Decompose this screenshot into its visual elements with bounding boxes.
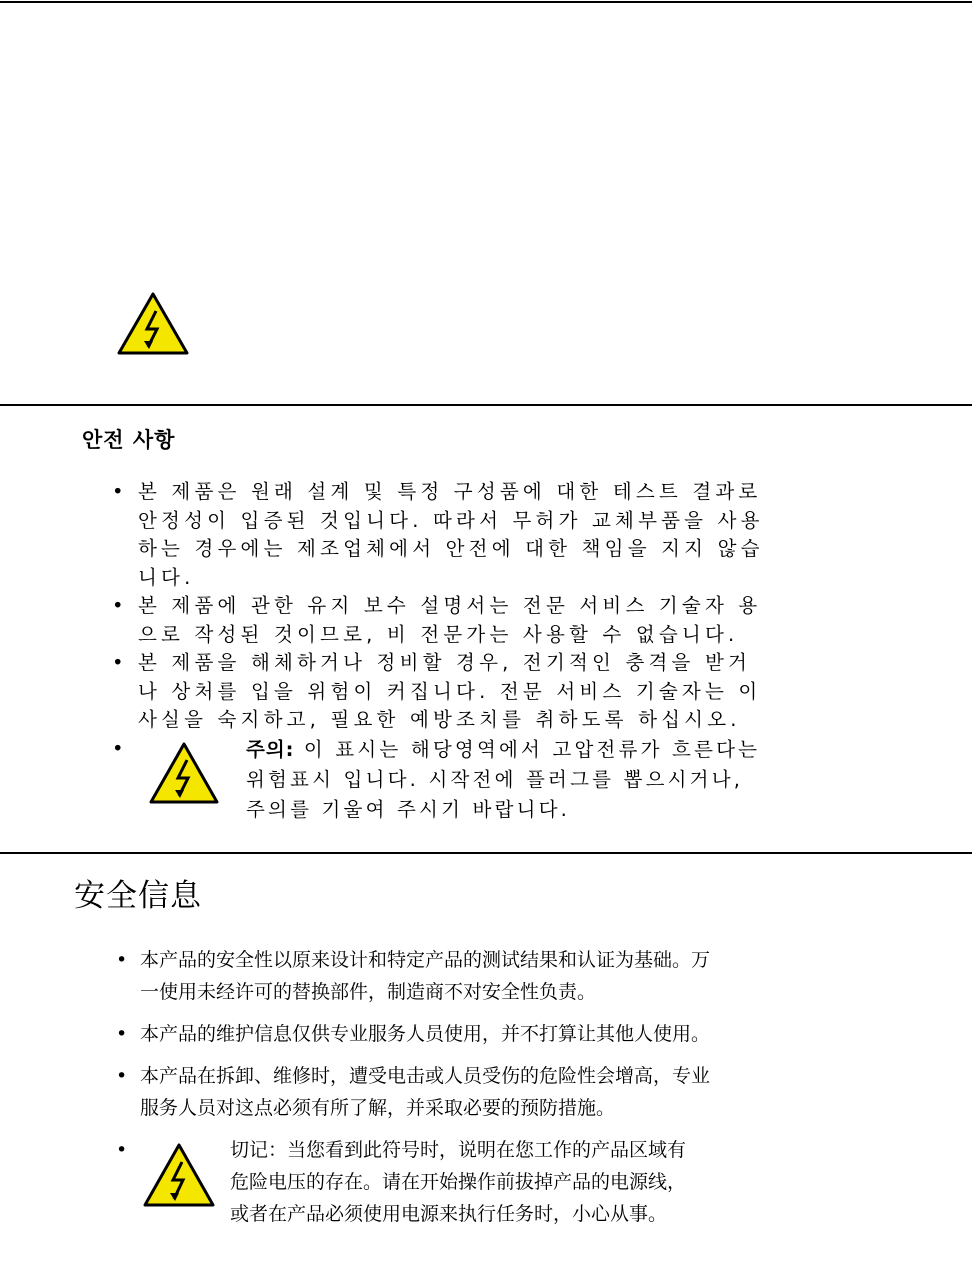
chinese-section-title: 安全信息: [74, 878, 202, 914]
section-divider-chinese: [0, 852, 972, 854]
list-item: [116, 1060, 716, 1124]
list-item-text: 본 제품을 해체하거나 정비할 경우, 전기적인 충격을 받거나 상처를 입을 위험이 커집니다. 전문 서비스 기술자는 이 사실을 숙지하고, 필요한 예방조치를 취하도록 하십시오.: [138, 651, 762, 731]
list-item: [116, 944, 716, 1008]
top-rule: [0, 1, 972, 3]
bullet-marker: •: [116, 1023, 128, 1045]
warning-note-label: 切记：: [230, 1139, 288, 1161]
list-item-text: 본 제품은 원래 설계 및 특정 구성품에 대한 테스트 결과로 안정성이 입증된 것입니다. 따라서 무허가 교체부품을 사용하는 경우에는 제조업체에서 안전에 대한 책임을 지지 않습니다.: [138, 480, 764, 589]
high-voltage-warning-icon: [142, 1142, 216, 1208]
bullet-marker: •: [112, 651, 124, 674]
warning-note-text: [246, 735, 766, 825]
korean-section-title: 안전 사항: [82, 428, 176, 452]
list-item: [110, 478, 770, 592]
list-item-warning-note: [116, 1134, 716, 1262]
warning-note-label: 주의:: [246, 737, 295, 761]
bullet-marker: •: [112, 736, 124, 760]
list-item-text: 本产品在拆卸、维修时，遭受电击或人员受伤的危险性会增高，专业服务人员对这点必须有所了解，并采取必要的预防措施。: [140, 1065, 711, 1119]
list-item: [116, 1018, 716, 1050]
warning-note-body: 当您看到此符号时，说明在您工作的产品区域有危险电压的存在。请在开始操作前拔掉产品的电源线，或者在产品必须使用电源来执行任务时，小心从事。: [230, 1139, 687, 1225]
list-item-text: 본 제품에 관한 유지 보수 설명서는 전문 서비스 기술자 용으로 작성된 것이므로, 비 전문가는 사용할 수 없습니다.: [138, 594, 762, 646]
list-item-text: 本产品的维护信息仅供专业服务人员使用，并不打算让其他人使用。: [140, 1023, 711, 1045]
chinese-safety-list: [116, 944, 716, 1272]
warning-note-body: 이 표시는 해당영역에서 고압전류가 흐른다는 위험표시 입니다. 시작전에 플러그를 뽑으시거나, 주의를 기울여 주시기 바랍니다.: [246, 737, 761, 821]
list-item-warning-note: [110, 735, 770, 833]
list-item-text: 本产品的安全性以原来设计和特定产品的测试结果和认证为基础。万一使用未经许可的替换部件，制造商不对安全性负责。: [140, 949, 711, 1003]
list-item: [110, 649, 770, 735]
korean-safety-list: [110, 478, 770, 833]
high-voltage-warning-icon: [116, 291, 190, 356]
warning-note-text: [230, 1134, 700, 1230]
bullet-marker: •: [116, 1139, 128, 1161]
bullet-marker: •: [116, 949, 128, 971]
bullet-marker: •: [116, 1065, 128, 1087]
high-voltage-warning-icon: [148, 741, 220, 805]
bullet-marker: •: [112, 480, 124, 503]
section-divider-korean: [0, 404, 972, 406]
list-item: [110, 592, 770, 649]
bullet-marker: •: [112, 594, 124, 617]
